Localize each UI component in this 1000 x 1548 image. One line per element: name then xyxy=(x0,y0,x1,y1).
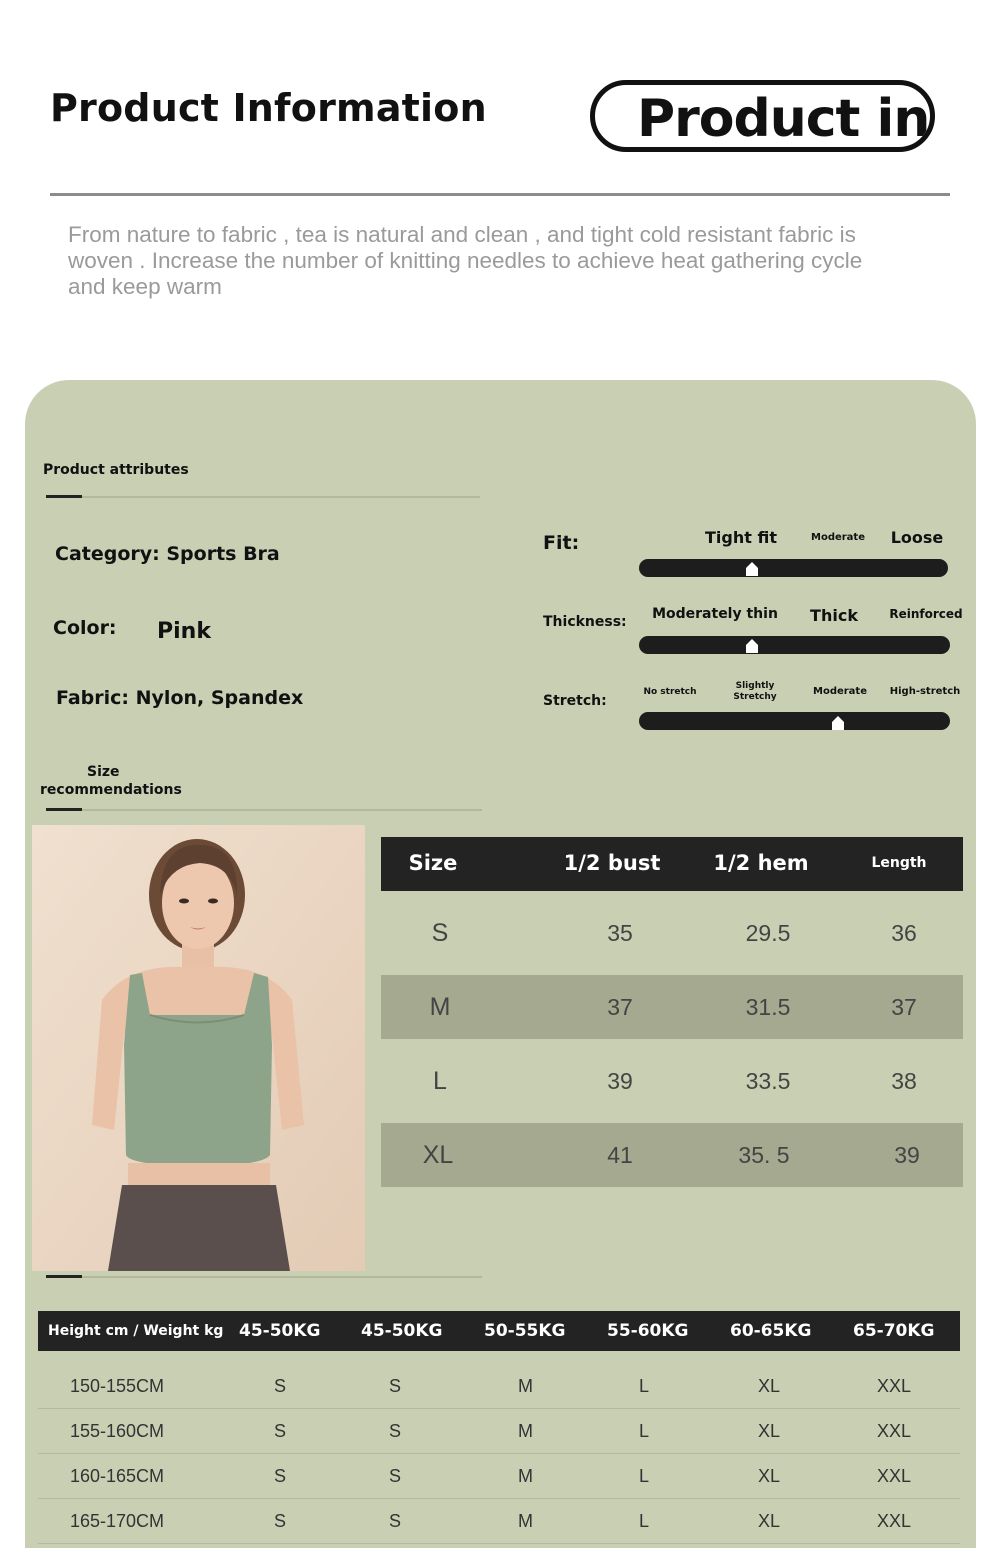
size-cell: XL xyxy=(758,1466,781,1486)
size-cell: S xyxy=(389,1421,402,1441)
size-cell: XL xyxy=(758,1511,781,1531)
height-cell: 165-170CM xyxy=(70,1511,165,1531)
length-cell: 37 xyxy=(891,994,917,1020)
table-row xyxy=(38,1454,960,1499)
size-cell: XXL xyxy=(877,1511,912,1531)
intro-text: From nature to fabric , tea is natural and clean , and tight cold resistant fabric is woven . Increase the number of knitting needles to achieve heat gathering cycle and keep warm xyxy=(68,222,863,299)
table-row xyxy=(38,1364,960,1409)
stretch-option-slightly: Slightly xyxy=(735,681,775,691)
category-attribute: Category: Sports Bra xyxy=(55,543,280,565)
hw-header-label: Height cm / Weight kg xyxy=(48,1323,224,1339)
thickness-option-moderately-thin: Moderately thin xyxy=(652,606,778,622)
attributes-divider xyxy=(46,496,480,498)
bust-cell: 39 xyxy=(607,1068,633,1094)
hw-table-header xyxy=(38,1311,960,1351)
size-cell: XL xyxy=(758,1376,781,1396)
page-title: Product Information xyxy=(50,86,487,130)
size-cell: S xyxy=(274,1466,287,1486)
length-cell: 36 xyxy=(891,920,917,946)
size-table-header xyxy=(381,837,963,891)
hem-cell: 35. 5 xyxy=(738,1142,790,1168)
hw-header-col: 65-70KG xyxy=(853,1321,935,1341)
thickness-option-reinforced: Reinforced xyxy=(889,607,963,621)
size-cell: M xyxy=(518,1421,533,1441)
hem-cell: 31.5 xyxy=(745,994,791,1020)
size-cell: XXL xyxy=(877,1421,912,1441)
hw-header-col: 45-50KG xyxy=(361,1321,443,1341)
hem-cell: 33.5 xyxy=(745,1068,791,1094)
bust-cell: 37 xyxy=(607,994,633,1020)
fit-option-loose: Loose xyxy=(890,528,944,547)
size-cell: L xyxy=(639,1376,650,1396)
size-recommendations-heading-line2: recommendations xyxy=(40,782,182,798)
size-cell: M xyxy=(518,1376,533,1396)
hw-header-col: 60-65KG xyxy=(730,1321,812,1341)
table-row xyxy=(381,1123,963,1187)
thickness-option-thick: Thick xyxy=(810,606,858,625)
size-cell: L xyxy=(639,1421,650,1441)
fit-option-tight: Tight fit xyxy=(705,528,777,547)
hw-header-col: 50-55KG xyxy=(484,1321,566,1341)
thickness-marker-icon xyxy=(746,639,758,653)
height-cell: 150-155CM xyxy=(70,1376,165,1396)
size-header-size: Size xyxy=(408,851,458,875)
size-cell: L xyxy=(639,1511,650,1531)
hem-cell: 29.5 xyxy=(745,920,791,946)
hw-header-col: 55-60KG xyxy=(607,1321,689,1341)
table-row xyxy=(381,1049,963,1113)
table-row xyxy=(381,901,963,965)
length-cell: 39 xyxy=(894,1142,920,1168)
size-cell: M xyxy=(518,1466,533,1486)
thickness-label: Thickness: xyxy=(543,614,627,630)
size-cell: XXL xyxy=(877,1466,912,1486)
size-cell: L xyxy=(433,1067,447,1095)
size-cell: S xyxy=(389,1466,402,1486)
size-recommendations-heading-line1: Size xyxy=(87,764,120,780)
stretch-option-none: No stretch xyxy=(643,687,697,697)
size-cell: XL xyxy=(758,1421,781,1441)
size-header-bust: 1/2 bust xyxy=(563,851,661,875)
size-cell: S xyxy=(274,1421,287,1441)
title-pill xyxy=(590,80,935,152)
stretch-option-moderate: Moderate xyxy=(812,686,868,697)
stretch-option-stretchy: Stretchy xyxy=(733,692,777,702)
attributes-accent xyxy=(46,495,82,498)
color-label: Color: xyxy=(53,617,117,639)
size-table xyxy=(381,837,963,1187)
fit-option-moderate: Moderate xyxy=(810,532,866,543)
stretch-bar xyxy=(639,712,950,730)
stretch-option-high: High-stretch xyxy=(889,686,961,697)
size-cell: S xyxy=(389,1511,402,1531)
model-illustration xyxy=(32,825,365,1271)
size-cell: S xyxy=(274,1376,287,1396)
title-pill-text: Product in xyxy=(637,89,930,149)
table-row xyxy=(38,1499,960,1544)
size-cell: M xyxy=(429,993,451,1021)
fit-bar xyxy=(639,559,948,577)
size-divider xyxy=(46,809,482,811)
header-divider xyxy=(50,193,950,196)
hw-divider xyxy=(46,1276,482,1278)
table-row xyxy=(381,975,963,1039)
model-photo xyxy=(32,825,365,1271)
hw-accent xyxy=(46,1275,82,1278)
size-accent xyxy=(46,808,82,811)
size-cell: S xyxy=(431,919,449,947)
stretch-marker-icon xyxy=(832,716,844,730)
height-cell: 160-165CM xyxy=(70,1466,165,1486)
thickness-bar xyxy=(639,636,950,654)
hw-header-col: 45-50KG xyxy=(239,1321,321,1341)
product-attributes-heading: Product attributes xyxy=(43,462,189,478)
table-row xyxy=(38,1409,960,1454)
bust-cell: 41 xyxy=(607,1142,633,1168)
size-cell: L xyxy=(639,1466,650,1486)
length-cell: 38 xyxy=(891,1068,917,1094)
fabric-attribute: Fabric: Nylon, Spandex xyxy=(56,687,304,709)
color-value: Pink xyxy=(157,619,211,644)
size-header-length: Length xyxy=(871,855,927,871)
size-cell: M xyxy=(518,1511,533,1531)
size-cell: S xyxy=(389,1376,402,1396)
stretch-label: Stretch: xyxy=(543,693,607,709)
size-cell: XXL xyxy=(877,1376,912,1396)
fit-label: Fit: xyxy=(543,532,580,554)
size-header-hem: 1/2 hem xyxy=(713,851,809,875)
size-cell: XL xyxy=(422,1141,454,1169)
fit-marker-icon xyxy=(746,562,758,576)
bust-cell: 35 xyxy=(607,920,633,946)
height-cell: 155-160CM xyxy=(70,1421,165,1441)
size-cell: S xyxy=(274,1511,287,1531)
